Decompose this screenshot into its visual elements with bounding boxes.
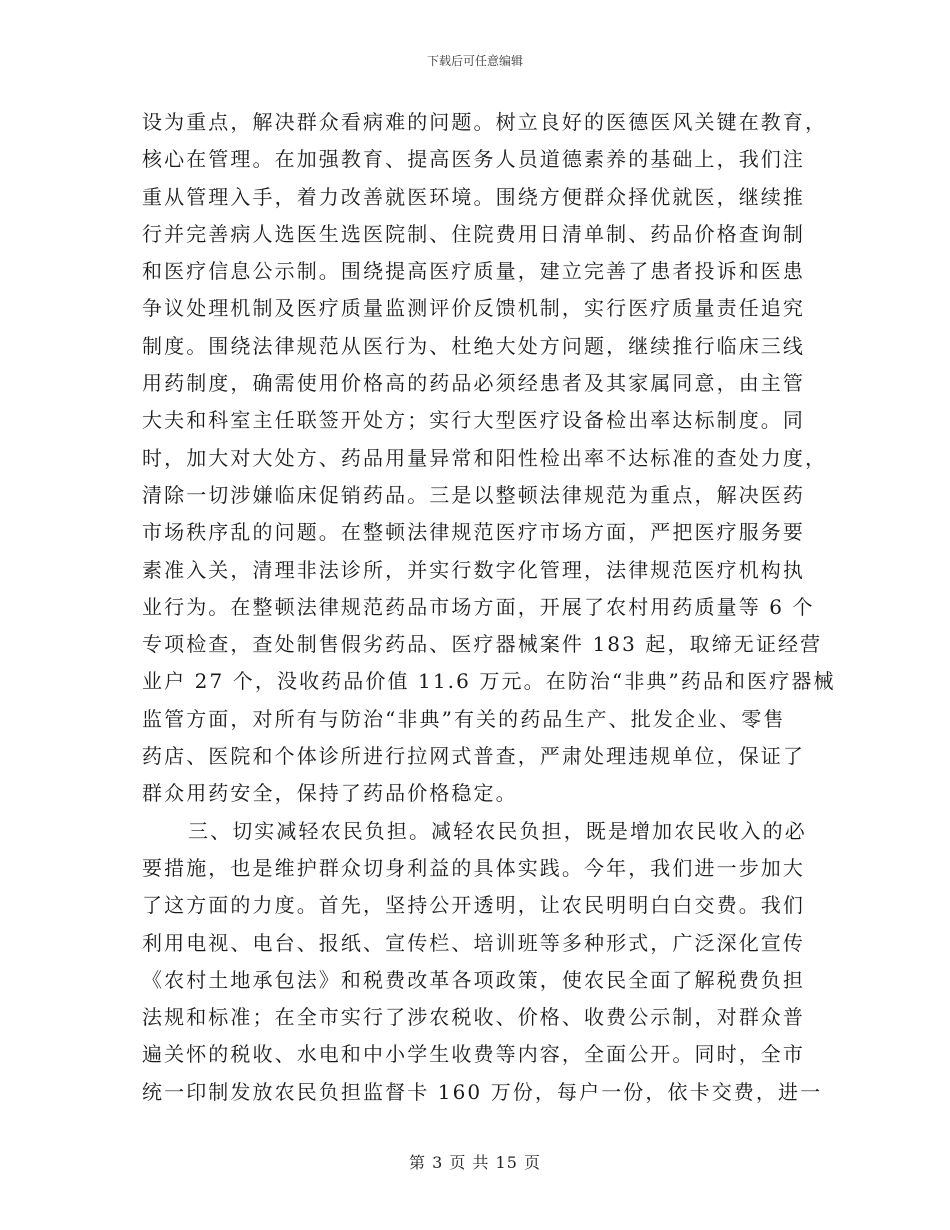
text-line: 业行为。在整顿法律规范药品市场方面，开展了农村用药质量等 6 个	[142, 594, 815, 619]
text-line: 专项检查，查处制售假劣药品、医疗器械案件 183 起，取缔无证经营	[142, 632, 823, 657]
text-line: 和医疗信息公示制。围绕提高医疗质量，建立完善了患者投诉和医患	[142, 259, 805, 284]
text-line: 素准入关，清理非法诊所，并实行数字化管理，法律规范医疗机构执	[142, 557, 805, 582]
text-line: 要措施，也是维护群众切身利益的具体实践。今年，我们进一步加大	[142, 855, 805, 880]
text-line: 时，加大对大处方、药品用量异常和阳性检出率不达标准的查处力度，	[142, 445, 828, 470]
text-line: 监管方面，对所有与防治“非典”有关的药品生产、批发企业、零售	[142, 706, 786, 731]
text-line: 利用电视、电台、报纸、宣传栏、培训班等多种形式，广泛深化宣传	[142, 930, 805, 955]
text-line: 法规和标准；在全市实行了涉农税收、价格、收费公示制，对群众普	[142, 1005, 805, 1030]
text-line: 清除一切涉嫌临床促销药品。三是以整顿法律规范为重点，解决医药	[142, 482, 805, 507]
page-number-footer: 第 3 页 共 15 页	[409, 1153, 541, 1172]
text-line: 药店、医院和个体诊所进行拉网式普查，严肃处理违规单位，保证了	[142, 744, 805, 769]
text-line: 《农村土地承包法》和税费改革各项政策，使农民全面了解税费负担	[142, 967, 805, 992]
text-line: 市场秩序乱的问题。在整顿法律规范医疗市场方面，严把医疗服务要	[142, 520, 805, 545]
text-line: 设为重点，解决群众看病难的问题。树立良好的医德医风关键在教育，	[142, 110, 828, 134]
text-line: 业户 27 个，没收药品价值 11.6 万元。在防治“非典”药品和医疗器械	[142, 669, 836, 694]
text-line: 大夫和科室主任联签开处方；实行大型医疗设备检出率达标制度。同	[142, 408, 805, 433]
text-line: 行并完善病人选医生选医院制、住院费用日清单制、药品价格查询制	[142, 221, 805, 246]
text-line: 核心在管理。在加强教育、提高医务人员道德素养的基础上，我们注	[142, 147, 805, 172]
paragraph-start-line: 三、切实减轻农民负担。减轻农民负担，既是增加农民收入的必	[188, 818, 807, 843]
text-line: 统一印制发放农民负担监督卡 160 万份，每户一份，依卡交费，进一	[142, 1079, 823, 1104]
text-line: 制度。围绕法律规范从医行为、杜绝大处方问题，继续推行临床三线	[142, 333, 805, 358]
text-line: 了这方面的力度。首先，坚持公开透明，让农民明明白白交费。我们	[142, 893, 805, 918]
text-line: 争议处理机制及医疗质量监测评价反馈机制，实行医疗质量责任追究	[142, 296, 805, 321]
text-line: 遍关怀的税收、水电和中小学生收费等内容，全面公开。同时，全市	[142, 1042, 805, 1067]
page-header: 下载后可任意编辑	[426, 54, 523, 68]
text-line: 重从管理入手，着力改善就医环境。围绕方便群众择优就医，继续推	[142, 184, 805, 209]
text-line: 群众用药安全，保持了药品价格稳定。	[142, 781, 518, 806]
document-body	[142, 104, 836, 1111]
text-line: 用药制度，确需使用价格高的药品必须经患者及其家属同意，由主管	[142, 371, 805, 396]
